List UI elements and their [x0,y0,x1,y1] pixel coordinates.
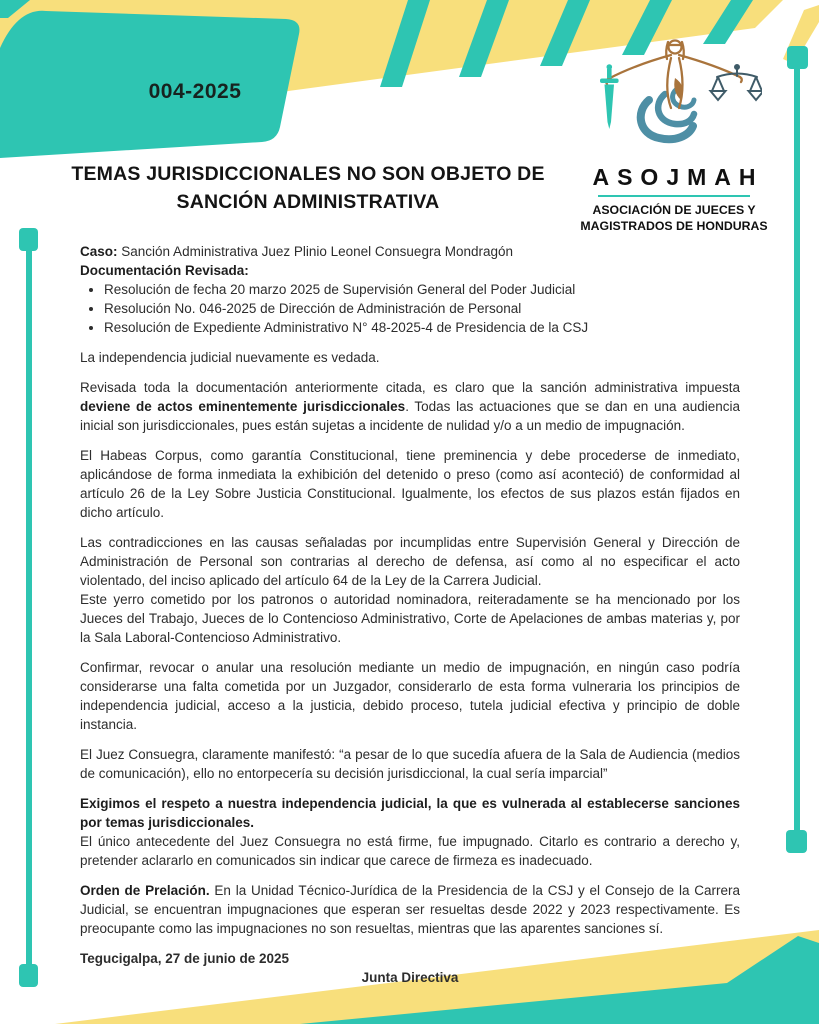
revisada-label [80,261,740,280]
paragraph-revisada [80,378,740,435]
doc-number: 004-2025 [148,80,242,103]
orden-label: Orden de Prelación. [80,883,210,898]
page-title-line1: TEMAS JURISDICCIONALES NO SON OBJETO DE [71,163,545,185]
logo-org-line1: ASOCIACIÓN DE JUECES Y [592,203,756,217]
revisada-label-text: Documentación Revisada: [80,263,249,278]
caso-line [80,242,740,261]
revisada-bold: deviene de actos eminentemente jurisdiccionales [80,399,406,414]
date-line: Tegucigalpa, 27 de junio de 2025 [80,951,290,966]
paragraph-vedada: La independencia judicial nuevamente es vedada. [80,350,380,365]
page-title [52,160,564,216]
asojmah-logo [578,34,770,234]
paragraph-exigimos [80,794,740,832]
caso-text: Sanción Administrativa Juez Plinio Leonel Consuegra Mondragón [117,244,514,259]
revisada-pre: Revisada toda la documentación anteriormente citada, es claro que la sanción administrativa impuesta [80,380,740,395]
left-pin-line [19,228,38,987]
list-item: • Resolución de fecha 20 marzo 2025 de Supervisión General del Poder Judicial [104,280,740,299]
lady-justice-icon [587,34,762,162]
resolutions-list [80,280,740,337]
logo-acronym: ASOJMAH [592,164,764,190]
paragraph-unico: El único antecedente del Juez Consuegra no está firme, fue impugnado. Citarlo es contrario a derecho y, pretender aclararlo en comunicados sin indicar que carece de firmeza es inadecuado. [80,834,740,868]
paragraph-juez-quote: El Juez Consuegra, claramente manifestó: “a pesar de lo que sucedía afuera de la Sala de Audiencia (medios de comunicación), ello no entorpecería su decisión jurisdiccional, la cual sería imparcial” [80,747,740,781]
paragraph-confirmar: Confirmar, revocar o anular una resolución mediante un medio de impugnación, en ningún caso podría considerarse una falta cometida por un Juzgador, considerarlo de esta forma vulneraria los principios de independencia judicial, acceso a la justicia, debido proceso, tutela judicial efectiva y principio de doble instancia. [80,660,740,732]
right-pin-line [786,46,808,853]
orden-text: En la Unidad Técnico-Jurídica de la Presidencia de la CSJ y el Consejo de la Carrera Judicial, se encuentran impugnaciones que esperan ser resueltas desde 2022 y 2023 respectivamente. Es preocupante como las impugnaciones no son resueltas, mientras que las aparentes sanciones sí. [80,883,741,936]
paragraph-orden [80,881,740,938]
paragraph-habeas: El Habeas Corpus, como garantía Constitucional, tiene preminencia y debe procederse de inmediato, aplicándose de forma inmediata la exhibición del detenido o preso (como así aconteció) de conformidad al artículo 26 de la Ley Sobre Justicia Constitucional. Igualmente, los efectos de sus plazos están fijados en dicho artículo. [80,448,740,520]
document-body [80,242,740,987]
paragraph-contradicciones: Las contradicciones en las causas señaladas por incumplidas entre Supervisión General y Dirección de Administración de Personal son contrarias al derecho de defensa, así como al no especificar el acto violentado, del inciso aplicado del artículo 64 de la Ley de la Carrera Judicial. [80,535,740,588]
logo-org-line2: MAGISTRADOS DE HONDURAS [580,219,768,233]
page-title-line2: SANCIÓN ADMINISTRATIVA [176,191,440,213]
signature-line: Junta Directiva [361,970,459,985]
list-item: • Resolución No. 046-2025 de Dirección de Administración de Personal [104,299,740,318]
caso-label: Caso: [80,244,118,259]
revisada-post: . Todas las actuaciones que se dan en una audiencia inicial son jurisdiccionales, pues están sujetas a incidente de nulidad y/o a un medio de impugnación. [80,399,740,433]
scales-icon [710,65,762,100]
paragraph-yerro: Este yerro cometido por los patronos o autoridad nominadora, reiteradamente se ha mencionado por los Jueces del Trabajo, Jueces de lo Contencioso Administrativo, Corte de Apelaciones de ambas materias y, por la Sala Laboral-Contencioso Administrativo. [80,592,740,645]
list-item: • Resolución de Expediente Administrativo N° 48-2025-4 de Presidencia de la CSJ [104,318,740,337]
logo-underline [598,195,750,197]
exigimos-bold: Exigimos el respeto a nuestra independencia judicial, la que es vulnerada al establecerse sanciones por temas jurisdiccionales. [80,796,740,830]
